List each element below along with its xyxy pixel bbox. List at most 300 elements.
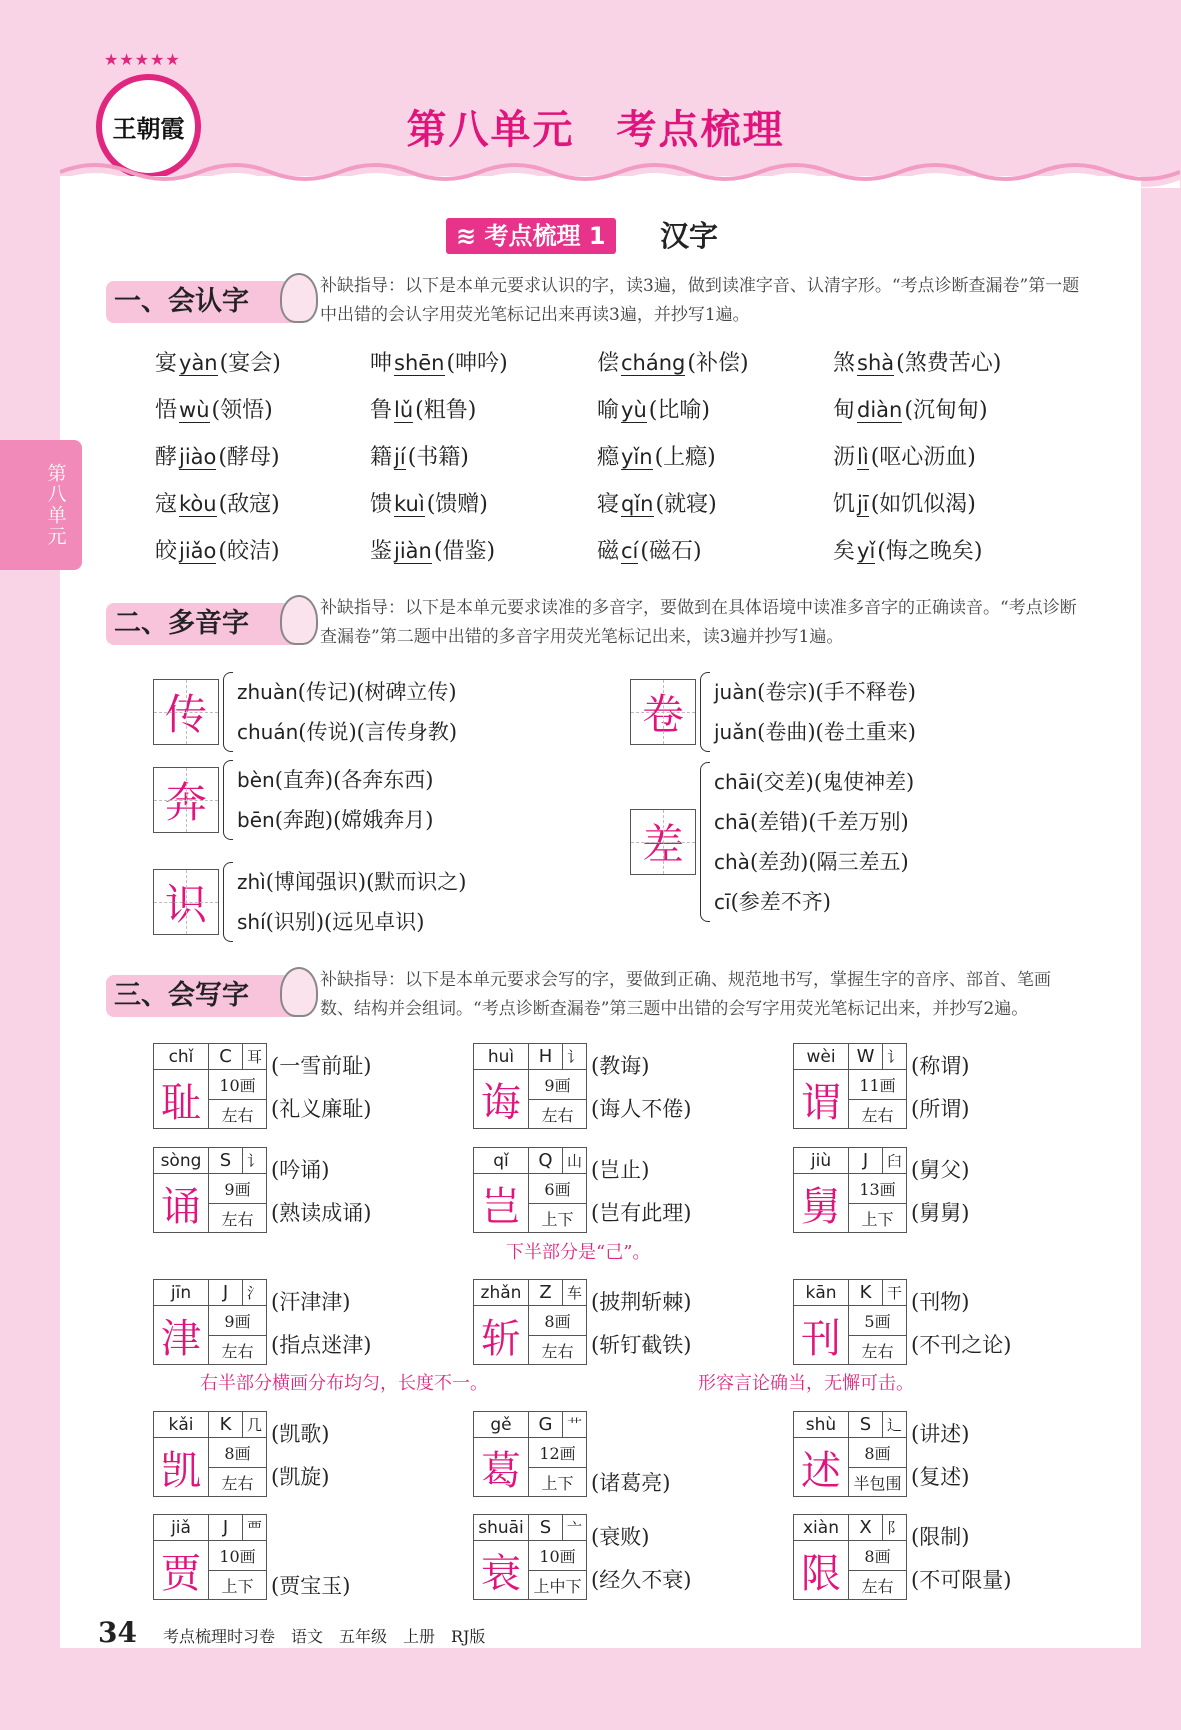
pinyin: jiào (179, 445, 217, 469)
example-word: (煞费苦心) (896, 351, 1002, 376)
annotation-note: 右半部分横画分布均匀，长度不一。 (200, 1373, 488, 1394)
polyphonic-item (153, 862, 467, 942)
stroke-count: 10画 (209, 1541, 266, 1571)
char-card (793, 1514, 1011, 1600)
word-list (911, 1411, 969, 1497)
example-word: (讲述) (911, 1421, 970, 1446)
example-word: (磁石) (640, 539, 702, 564)
pinyin: juàn (714, 680, 758, 704)
hanzi: 悟 (155, 398, 178, 423)
char-info-box (153, 1279, 267, 1365)
word-list (911, 1043, 969, 1129)
hanzi: 喻 (597, 398, 620, 423)
stroke-count: 5画 (849, 1306, 906, 1336)
pinyin: bèn (237, 768, 275, 792)
example-word: (经久不衰) (591, 1567, 692, 1592)
recognize-char-item (833, 487, 976, 518)
pinyin: diàn (857, 398, 903, 422)
readings-list (237, 760, 433, 840)
radical: 氵 (243, 1280, 266, 1306)
example-word: (披荆斩棘) (591, 1289, 692, 1314)
hanzi: 饥 (833, 492, 856, 517)
structure: 左右 (541, 1105, 574, 1125)
reading-line (714, 882, 914, 922)
hanzi: 矣 (833, 539, 856, 564)
pinyin: chǐ (154, 1044, 209, 1070)
pinyin: qǐ (474, 1148, 529, 1174)
pinyin: cí (621, 539, 639, 563)
example-word: (限制) (911, 1524, 970, 1549)
example-words: (参差不齐) (730, 890, 831, 914)
pinyin: chà (714, 850, 750, 874)
hanzi: 籍 (370, 445, 393, 470)
index-letter: Q (529, 1148, 563, 1174)
char-info-box (793, 1043, 907, 1129)
example-word: (吟诵) (271, 1157, 330, 1182)
hanzi: 宴 (155, 351, 178, 376)
hanzi: 凯 (154, 1438, 209, 1496)
hanzi: 寝 (597, 492, 620, 517)
example-words: (直奔)(各奔东西) (274, 768, 434, 792)
index-letter: X (849, 1515, 883, 1541)
hanzi: 岂 (474, 1174, 529, 1232)
structure: 左右 (861, 1576, 894, 1596)
hanzi: 述 (794, 1438, 849, 1496)
example-word: (上瘾) (654, 445, 716, 470)
word-list (271, 1411, 329, 1497)
char-info-box (473, 1279, 587, 1365)
page-footer (98, 1616, 485, 1649)
pinyin: shí (237, 910, 266, 934)
stroke-count: 10画 (209, 1070, 266, 1100)
hanzi: 皎 (155, 539, 178, 564)
example-word: (所谓) (911, 1096, 970, 1121)
hanzi: 鲁 (370, 398, 393, 423)
example-words: (博闻强识)(默而识之) (265, 870, 467, 894)
hanzi: 诵 (154, 1174, 209, 1232)
structure: 左右 (861, 1105, 894, 1125)
char-card (793, 1147, 969, 1233)
radical: 山 (563, 1148, 586, 1174)
char-card (793, 1043, 969, 1129)
reading-line (714, 802, 914, 842)
word-list (271, 1279, 371, 1365)
radical: 艹 (563, 1412, 586, 1438)
brace (223, 760, 233, 840)
example-words: (差错)(千差万别) (749, 810, 909, 834)
hanzi: 津 (154, 1306, 209, 1364)
example-word: (悔之晚矣) (877, 539, 983, 564)
structure: 半包围 (853, 1473, 902, 1493)
example-word: (领悟) (211, 398, 273, 423)
example-word: (复述) (911, 1464, 970, 1489)
pinyin: qǐn (621, 492, 654, 516)
word-list (591, 1411, 670, 1497)
char-info-box (793, 1147, 907, 1233)
annotation-note: 下半部分是“己”。 (506, 1242, 651, 1263)
pinyin: chā (714, 810, 750, 834)
radical: 讠 (563, 1044, 586, 1070)
pinyin: kān (794, 1280, 849, 1306)
example-word: (舅舅) (911, 1200, 970, 1225)
char-info-box (153, 1411, 267, 1497)
example-word: (舅父) (911, 1157, 970, 1182)
example-words: (传说)(言传身教) (298, 720, 458, 744)
recognize-char-item (597, 346, 749, 377)
brace (700, 762, 710, 922)
hanzi: 偿 (597, 351, 620, 376)
example-word: (教诲) (591, 1053, 650, 1078)
pinyin: yǐ (857, 539, 876, 563)
section-2-title: 二、多音字 (106, 603, 302, 645)
radical: 车 (563, 1280, 586, 1306)
polyphonic-item (630, 762, 914, 922)
example-words: (卷宗)(手不释卷) (757, 680, 916, 704)
example-word: (沉甸甸) (904, 398, 988, 423)
example-word: (凯旋) (271, 1464, 330, 1489)
word-list (911, 1279, 1011, 1365)
tianzige-box: 卷 (630, 679, 696, 745)
reading-line (237, 760, 433, 800)
index-letter: S (529, 1515, 563, 1541)
example-word: (呻吟) (446, 351, 508, 376)
index-letter: K (209, 1412, 243, 1438)
pinyin: shēn (394, 351, 445, 375)
char-info-box (793, 1514, 907, 1600)
char-card (153, 1279, 371, 1365)
char-card (793, 1279, 1011, 1365)
stroke-count: 9画 (209, 1306, 266, 1336)
example-word: (如饥似渴) (870, 492, 976, 517)
example-word: (熟读成诵) (271, 1200, 372, 1225)
recognize-char-item (370, 487, 488, 518)
pinyin: shà (857, 351, 895, 375)
structure: 上下 (221, 1576, 254, 1596)
stroke-count: 8画 (209, 1438, 266, 1468)
publisher-logo: 王朝霞 (96, 74, 201, 179)
char-card (473, 1279, 691, 1365)
char-card (473, 1514, 691, 1600)
char-info-box (473, 1043, 587, 1129)
tianzige-box: 奔 (153, 767, 219, 833)
pinyin: sòng (154, 1148, 209, 1174)
hanzi: 沥 (833, 445, 856, 470)
recognize-char-item (155, 440, 280, 471)
example-words: (奔跑)(嫦娥奔月) (274, 808, 434, 832)
reading-line (237, 800, 433, 840)
stroke-count: 8画 (529, 1306, 586, 1336)
readings-list (237, 862, 467, 942)
reading-line (237, 862, 467, 902)
pinyin: xiàn (794, 1515, 849, 1541)
example-word: (馈赠) (426, 492, 488, 517)
hanzi: 刊 (794, 1306, 849, 1364)
hanzi: 瘾 (597, 445, 620, 470)
section-3-guide: 补缺指导：以下是本单元要求会写的字，要做到正确、规范地书写，掌握生字的音序、部首、笔画数、结构并会组词。“考点诊断查漏卷”第三题中出错的会写字用荧光笔标记出来，并抄写2遍。 (320, 970, 1051, 1019)
pinyin: bēn (237, 808, 275, 832)
word-list (271, 1147, 371, 1233)
recognize-char-item (597, 487, 717, 518)
example-word: (呕心沥血) (870, 445, 976, 470)
index-letter: S (849, 1412, 883, 1438)
stroke-count: 9画 (209, 1174, 266, 1204)
annotation-note: 形容言论确当，无懈可击。 (698, 1373, 914, 1394)
radical: 阝 (883, 1515, 906, 1541)
student-avatar-icon (280, 967, 318, 1017)
hanzi: 贾 (154, 1541, 209, 1599)
pinyin: lǔ (394, 398, 414, 422)
pinyin: yǐn (621, 445, 653, 469)
pinyin: wù (179, 398, 210, 422)
index-letter: G (529, 1412, 563, 1438)
structure: 上中下 (533, 1576, 582, 1596)
index-letter: W (849, 1044, 883, 1070)
pinyin: gě (474, 1412, 529, 1438)
pinyin: jiù (794, 1148, 849, 1174)
example-word: (借鉴) (433, 539, 496, 564)
tianzige-box: 差 (630, 809, 696, 875)
index-letter: H (529, 1044, 563, 1070)
index-letter: Z (529, 1280, 563, 1306)
readings-list (237, 672, 457, 752)
student-avatar-icon (280, 595, 318, 645)
pinyin: jiǎ (154, 1515, 209, 1541)
recognize-char-item (833, 534, 982, 565)
tianzige-box: 识 (153, 869, 219, 935)
polyphonic-item (630, 672, 916, 752)
hanzi: 磁 (597, 539, 620, 564)
radical: 讠 (243, 1148, 266, 1174)
word-list (271, 1043, 371, 1129)
word-list (591, 1514, 691, 1600)
structure: 上下 (541, 1209, 574, 1229)
footer-text: 考点梳理时习卷 语文 五年级 上册 RJ版 (162, 1627, 486, 1646)
example-word: (岂止) (591, 1157, 650, 1182)
example-word: (书籍) (407, 445, 469, 470)
index-letter: J (849, 1148, 883, 1174)
pinyin: zhuàn (237, 680, 298, 704)
stroke-count: 8画 (849, 1541, 906, 1571)
hanzi: 甸 (833, 398, 856, 423)
pinyin: jī (857, 492, 869, 516)
example-word: (诸葛亮) (591, 1471, 671, 1495)
page-title: 第八单元 考点梳理 (406, 107, 785, 153)
stroke-count: 8画 (849, 1438, 906, 1468)
stroke-count: 10画 (529, 1541, 586, 1571)
example-word: (称谓) (911, 1053, 970, 1078)
example-word: (指点迷津) (271, 1332, 372, 1357)
hanzi: 斩 (474, 1306, 529, 1364)
structure: 上下 (541, 1473, 574, 1493)
reading-line (714, 712, 916, 752)
hanzi: 衰 (474, 1541, 529, 1599)
pinyin: chāi (714, 770, 756, 794)
pinyin: jí (394, 445, 406, 469)
example-word: (不刊之论) (911, 1332, 1012, 1357)
example-words: (交差)(鬼使神差) (755, 770, 915, 794)
reading-line (714, 672, 916, 712)
char-card (473, 1043, 691, 1129)
structure: 左右 (221, 1105, 254, 1125)
recognize-char-item (597, 440, 716, 471)
char-info-box (153, 1043, 267, 1129)
polyphonic-item (153, 760, 433, 840)
pinyin: zhì (237, 870, 266, 894)
example-word: (补偿) (687, 351, 749, 376)
brace (223, 672, 233, 752)
example-word: (酵母) (218, 445, 280, 470)
structure: 左右 (221, 1341, 254, 1361)
example-words: (识别)(远见卓识) (265, 910, 425, 934)
char-info-box (793, 1279, 907, 1365)
example-word: (斩钉截铁) (591, 1332, 692, 1357)
section-badge: ≋ 考点梳理 1 (446, 218, 616, 254)
radical: 覀 (243, 1515, 266, 1541)
word-list (591, 1147, 691, 1233)
example-word: (凯歌) (271, 1421, 330, 1446)
section-1-guide: 补缺指导：以下是本单元要求认识的字，读3遍，做到读准字音、认清字形。“考点诊断查漏卷”第一题中出错的会认字用荧光笔标记出来再读3遍，并抄写1遍。 (320, 276, 1080, 325)
hanzi: 煞 (833, 351, 856, 376)
pinyin: lì (857, 445, 869, 469)
polyphonic-item (153, 672, 457, 752)
radical: 亠 (563, 1515, 586, 1541)
section-subject: 汉字 (660, 219, 719, 253)
pinyin: cī (714, 890, 731, 914)
readings-list (714, 762, 914, 922)
char-card (473, 1411, 670, 1497)
example-word: (一雪前耻) (271, 1053, 372, 1078)
pinyin: chuán (237, 720, 299, 744)
char-info-box (153, 1514, 267, 1600)
side-tab-unit: 第八单元 (0, 440, 82, 570)
recognize-char-item (370, 440, 469, 471)
recognize-char-item (597, 534, 702, 565)
recognize-char-item (155, 487, 280, 518)
word-list (591, 1043, 691, 1129)
stroke-count: 12画 (529, 1438, 586, 1468)
char-info-box (473, 1147, 587, 1233)
word-list (271, 1514, 350, 1600)
radical: 讠 (883, 1044, 906, 1070)
reading-line (714, 842, 914, 882)
example-word: (宴会) (219, 351, 281, 376)
example-word: (比喻) (648, 398, 710, 423)
index-letter: J (209, 1515, 243, 1541)
hanzi: 舅 (794, 1174, 849, 1232)
reading-line (714, 762, 914, 802)
example-word: (礼义廉耻) (271, 1096, 372, 1121)
section-1-title: 一、会认字 (106, 281, 302, 323)
index-letter: S (209, 1148, 243, 1174)
stroke-count: 6画 (529, 1174, 586, 1204)
char-card (153, 1147, 371, 1233)
structure: 上下 (861, 1209, 894, 1229)
hanzi: 呻 (370, 351, 393, 376)
pinyin: cháng (621, 351, 686, 375)
reading-line (237, 902, 467, 942)
pinyin: jiǎo (179, 539, 217, 563)
pinyin: zhǎn (474, 1280, 529, 1306)
reading-line (237, 712, 457, 752)
char-info-box (473, 1514, 587, 1600)
radical: 干 (883, 1280, 906, 1306)
wavy-divider (60, 158, 1180, 188)
page-number: 34 (98, 1616, 137, 1649)
example-word: (诲人不倦) (591, 1096, 692, 1121)
recognize-char-item (370, 393, 476, 424)
char-info-box (473, 1411, 587, 1497)
example-word: (贾宝玉) (271, 1574, 351, 1598)
example-word: (皎洁) (218, 539, 280, 564)
recognize-char-item (833, 440, 976, 471)
index-letter: C (209, 1044, 243, 1070)
pinyin: kuì (394, 492, 425, 516)
recognize-char-item (155, 393, 273, 424)
char-info-box (793, 1411, 907, 1497)
reading-line (237, 672, 457, 712)
tianzige-box: 传 (153, 679, 219, 745)
example-word: (衰败) (591, 1524, 650, 1549)
pinyin: juǎn (714, 720, 758, 744)
structure: 左右 (221, 1473, 254, 1493)
hanzi: 馈 (370, 492, 393, 517)
example-words: (差劲)(隔三差五) (749, 850, 909, 874)
hanzi: 限 (794, 1541, 849, 1599)
char-card (153, 1411, 329, 1497)
char-info-box (153, 1147, 267, 1233)
hanzi: 耻 (154, 1070, 209, 1128)
hanzi: 寇 (155, 492, 178, 517)
word-list (591, 1279, 691, 1365)
char-card (793, 1411, 969, 1497)
structure: 左右 (861, 1341, 894, 1361)
recognize-char-item (833, 346, 1001, 377)
recognize-char-item (370, 534, 495, 565)
stroke-count: 11画 (849, 1070, 906, 1100)
example-word: (粗鲁) (415, 398, 477, 423)
recognize-char-item (155, 346, 281, 377)
char-card (153, 1043, 371, 1129)
pinyin: yàn (179, 351, 218, 375)
brace (223, 862, 233, 942)
recognize-char-item (155, 534, 280, 565)
hanzi: 酵 (155, 445, 178, 470)
example-word: (岂有此理) (591, 1200, 692, 1225)
pinyin: wèi (794, 1044, 849, 1070)
word-list (911, 1147, 969, 1233)
pinyin: kòu (179, 492, 217, 516)
radical: 几 (243, 1412, 266, 1438)
pinyin: jiàn (394, 539, 432, 563)
section-3-title: 三、会写字 (106, 975, 302, 1017)
pinyin: jīn (154, 1280, 209, 1306)
radical: 耳 (243, 1044, 266, 1070)
hanzi: 谓 (794, 1070, 849, 1128)
pinyin: huì (474, 1044, 529, 1070)
radical: 臼 (883, 1148, 906, 1174)
student-avatar-icon (280, 273, 318, 323)
recognize-char-item (370, 346, 508, 377)
example-word: (敌寇) (218, 492, 280, 517)
pinyin: shuāi (474, 1515, 529, 1541)
index-letter: K (849, 1280, 883, 1306)
stroke-count: 13画 (849, 1174, 906, 1204)
section-2-guide: 补缺指导：以下是本单元要求读准的多音字，要做到在具体语境中读准多音字的正确读音。“考点诊断查漏卷”第二题中出错的多音字用荧光笔标记出来，读3遍并抄写1遍。 (320, 598, 1077, 647)
pinyin: yù (621, 398, 647, 422)
hanzi: 诲 (474, 1070, 529, 1128)
example-word: (就寝) (655, 492, 717, 517)
char-card (153, 1514, 350, 1600)
